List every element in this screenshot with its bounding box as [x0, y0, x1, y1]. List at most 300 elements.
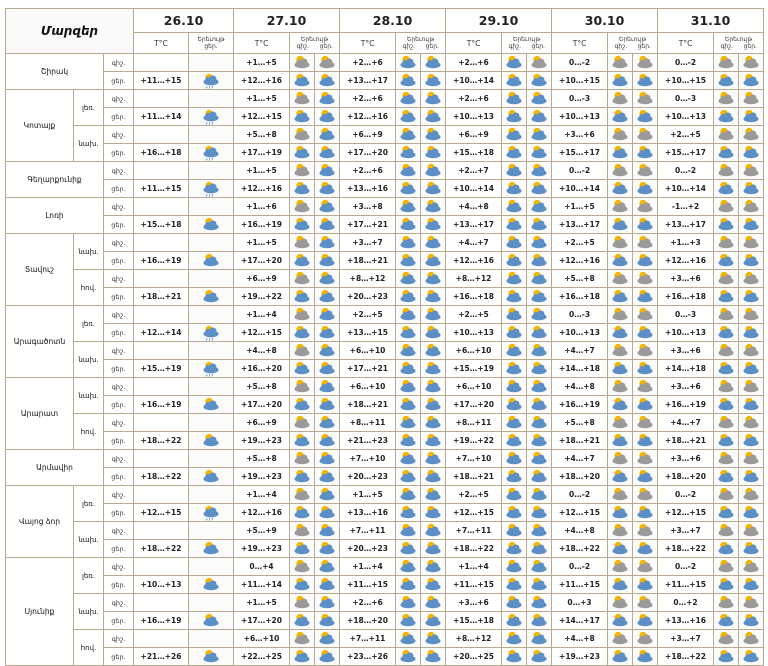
- partly-cloudy-icon: [396, 522, 421, 540]
- temperature-cell: +11…+15: [340, 576, 396, 594]
- partly-cloudy-icon: [633, 288, 658, 306]
- partly-cloudy-gray-icon: [608, 162, 633, 180]
- partly-cloudy-gray-icon: [608, 522, 633, 540]
- partly-cloudy-icon: [315, 90, 340, 108]
- empty-cell: [189, 198, 234, 216]
- partly-cloudy-icon: [527, 144, 552, 162]
- partly-cloudy-icon: [527, 360, 552, 378]
- partly-cloudy-icon: [189, 648, 234, 666]
- table-row: [6, 180, 764, 198]
- partly-cloudy-icon: [502, 558, 527, 576]
- partly-cloudy-icon: [421, 648, 446, 666]
- temperature-cell: +18…+20: [658, 468, 714, 486]
- partly-cloudy-icon: [739, 648, 764, 666]
- partly-cloudy-icon: [396, 630, 421, 648]
- partly-cloudy-gray-icon: [739, 558, 764, 576]
- partly-cloudy-icon: [633, 252, 658, 270]
- partly-cloudy-icon: [315, 576, 340, 594]
- date-header: 29.10: [446, 9, 552, 33]
- temperature-cell: +10…+14: [552, 180, 608, 198]
- partly-cloudy-gray-icon: [608, 450, 633, 468]
- partly-cloudy-gray-icon: [633, 198, 658, 216]
- date-header: 26.10: [134, 9, 234, 33]
- partly-cloudy-icon: [739, 576, 764, 594]
- temperature-cell: +10…+13: [134, 576, 189, 594]
- partly-cloudy-icon: [315, 252, 340, 270]
- partly-cloudy-icon: [421, 126, 446, 144]
- temperature-cell: +8…+11: [340, 414, 396, 432]
- partly-cloudy-icon: [290, 648, 315, 666]
- zone-name: նախ.: [74, 342, 104, 378]
- partly-cloudy-icon: [527, 504, 552, 522]
- time-of-day: ցեր.: [104, 180, 134, 198]
- temperature-cell: +4…+7: [552, 342, 608, 360]
- temp-header: T°C: [340, 33, 396, 54]
- partly-cloudy-icon: [739, 288, 764, 306]
- partly-cloudy-icon: [189, 576, 234, 594]
- temperature-cell: +1…+4: [340, 558, 396, 576]
- partly-cloudy-gray-icon: [608, 414, 633, 432]
- partly-cloudy-icon: [739, 324, 764, 342]
- partly-cloudy-icon: [502, 144, 527, 162]
- table-row: [6, 630, 764, 648]
- partly-cloudy-gray-icon: [739, 630, 764, 648]
- partly-cloudy-gray-icon: [739, 486, 764, 504]
- partly-cloudy-gray-icon: [290, 486, 315, 504]
- partly-cloudy-icon: [714, 396, 739, 414]
- partly-cloudy-icon: [290, 288, 315, 306]
- zone-name: նախ.: [74, 234, 104, 270]
- partly-cloudy-gray-icon: [315, 54, 340, 72]
- temperature-cell: +3…+7: [658, 522, 714, 540]
- partly-cloudy-icon: [396, 414, 421, 432]
- temperature-cell: +2…+5: [446, 306, 502, 324]
- temperature-cell: +18…+22: [658, 540, 714, 558]
- temp-header: T°C: [658, 33, 714, 54]
- partly-cloudy-gray-icon: [633, 558, 658, 576]
- partly-cloudy-icon: [714, 504, 739, 522]
- temperature-cell: 0…+3: [552, 594, 608, 612]
- partly-cloudy-icon: [714, 216, 739, 234]
- partly-cloudy-gray-icon: [608, 126, 633, 144]
- table-row: [6, 612, 764, 630]
- partly-cloudy-icon: [396, 216, 421, 234]
- temperature-cell: +12…+16: [234, 180, 290, 198]
- temperature-cell: +12…+14: [134, 324, 189, 342]
- temperature-cell: +6…+9: [446, 126, 502, 144]
- partly-cloudy-icon: [502, 648, 527, 666]
- sun-rain-icon: [189, 504, 234, 522]
- partly-cloudy-icon: [315, 468, 340, 486]
- partly-cloudy-icon: [290, 180, 315, 198]
- partly-cloudy-icon: [502, 612, 527, 630]
- partly-cloudy-icon: [502, 486, 527, 504]
- temperature-cell: +7…+11: [340, 522, 396, 540]
- temperature-cell: +10…+13: [446, 108, 502, 126]
- partly-cloudy-icon: [633, 396, 658, 414]
- partly-cloudy-gray-icon: [633, 378, 658, 396]
- partly-cloudy-icon: [502, 594, 527, 612]
- zone-name: նախ.: [74, 126, 104, 162]
- temperature-cell: +10…+14: [658, 180, 714, 198]
- partly-cloudy-icon: [608, 612, 633, 630]
- partly-cloudy-icon: [421, 270, 446, 288]
- partly-cloudy-gray-icon: [714, 90, 739, 108]
- partly-cloudy-icon: [527, 576, 552, 594]
- temperature-cell: 0…-2: [658, 54, 714, 72]
- temperature-cell: +18…+22: [446, 540, 502, 558]
- partly-cloudy-icon: [502, 108, 527, 126]
- partly-cloudy-icon: [421, 378, 446, 396]
- partly-cloudy-icon: [714, 108, 739, 126]
- temperature-cell: 0…-2: [552, 486, 608, 504]
- time-of-day: գիշ.: [104, 198, 134, 216]
- partly-cloudy-icon: [608, 504, 633, 522]
- partly-cloudy-gray-icon: [714, 270, 739, 288]
- temperature-cell: +15…+18: [446, 144, 502, 162]
- table-row: [6, 270, 764, 288]
- temperature-cell: +10…+13: [658, 324, 714, 342]
- temperature-cell: +18…+22: [134, 468, 189, 486]
- partly-cloudy-icon: [315, 486, 340, 504]
- temperature-cell: +19…+23: [234, 540, 290, 558]
- time-of-day: ցեր.: [104, 360, 134, 378]
- temperature-cell: +6…+10: [446, 342, 502, 360]
- partly-cloudy-gray-icon: [633, 162, 658, 180]
- partly-cloudy-icon: [396, 486, 421, 504]
- partly-cloudy-gray-icon: [608, 378, 633, 396]
- temperature-cell: [134, 630, 189, 648]
- temperature-cell: +3…+6: [658, 378, 714, 396]
- date-header: 28.10: [340, 9, 446, 33]
- partly-cloudy-gray-icon: [290, 450, 315, 468]
- temperature-cell: +20…+23: [340, 468, 396, 486]
- partly-cloudy-gray-icon: [608, 630, 633, 648]
- partly-cloudy-icon: [714, 252, 739, 270]
- partly-cloudy-icon: [633, 468, 658, 486]
- partly-cloudy-icon: [502, 468, 527, 486]
- partly-cloudy-icon: [527, 234, 552, 252]
- temperature-cell: +11…+15: [446, 576, 502, 594]
- partly-cloudy-gray-icon: [608, 270, 633, 288]
- table-row: [6, 324, 764, 342]
- temperature-cell: +15…+19: [134, 360, 189, 378]
- partly-cloudy-icon: [608, 252, 633, 270]
- empty-cell: [189, 54, 234, 72]
- partly-cloudy-icon: [527, 162, 552, 180]
- time-of-day: ցեր.: [104, 576, 134, 594]
- zone-name: լեռ.: [74, 486, 104, 522]
- partly-cloudy-icon: [421, 360, 446, 378]
- table-row: [6, 90, 764, 108]
- empty-cell: [189, 594, 234, 612]
- temperature-cell: +19…+23: [234, 468, 290, 486]
- partly-cloudy-icon: [396, 648, 421, 666]
- partly-cloudy-icon: [421, 216, 446, 234]
- partly-cloudy-icon: [396, 450, 421, 468]
- temperature-cell: +17…+21: [340, 216, 396, 234]
- empty-cell: [189, 126, 234, 144]
- temperature-cell: +1…+5: [552, 198, 608, 216]
- time-of-day: ցեր.: [104, 252, 134, 270]
- partly-cloudy-gray-icon: [527, 54, 552, 72]
- temperature-cell: +12…+15: [234, 108, 290, 126]
- temperature-cell: +1…+5: [234, 54, 290, 72]
- temperature-cell: [134, 306, 189, 324]
- temperature-cell: +2…+5: [658, 126, 714, 144]
- partly-cloudy-icon: [739, 144, 764, 162]
- partly-cloudy-icon: [633, 180, 658, 198]
- partly-cloudy-icon: [739, 252, 764, 270]
- temperature-cell: 0…-2: [552, 162, 608, 180]
- partly-cloudy-icon: [502, 162, 527, 180]
- partly-cloudy-icon: [608, 576, 633, 594]
- partly-cloudy-gray-icon: [608, 306, 633, 324]
- partly-cloudy-gray-icon: [290, 234, 315, 252]
- partly-cloudy-icon: [396, 288, 421, 306]
- temperature-cell: +4…+7: [552, 450, 608, 468]
- temperature-cell: +15…+18: [134, 216, 189, 234]
- partly-cloudy-icon: [502, 306, 527, 324]
- partly-cloudy-gray-icon: [633, 486, 658, 504]
- empty-cell: [189, 162, 234, 180]
- table-row: [6, 432, 764, 450]
- region-name: Գեղարքունիք: [6, 162, 104, 198]
- partly-cloudy-icon: [396, 360, 421, 378]
- partly-cloudy-gray-icon: [608, 486, 633, 504]
- partly-cloudy-icon: [396, 72, 421, 90]
- temperature-cell: +10…+13: [658, 108, 714, 126]
- temperature-cell: +3…+6: [658, 450, 714, 468]
- partly-cloudy-icon: [421, 306, 446, 324]
- temperature-cell: +13…+17: [340, 72, 396, 90]
- time-of-day: գիշ.: [104, 54, 134, 72]
- temperature-cell: +7…+11: [446, 522, 502, 540]
- partly-cloudy-icon: [527, 432, 552, 450]
- temperature-cell: +5…+8: [552, 270, 608, 288]
- partly-cloudy-gray-icon: [714, 558, 739, 576]
- temperature-cell: +15…+17: [552, 144, 608, 162]
- partly-cloudy-icon: [633, 324, 658, 342]
- empty-cell: [189, 414, 234, 432]
- temperature-cell: +2…+6: [446, 54, 502, 72]
- temperature-cell: +10…+15: [552, 72, 608, 90]
- partly-cloudy-icon: [421, 162, 446, 180]
- temperature-cell: [134, 90, 189, 108]
- partly-cloudy-gray-icon: [608, 90, 633, 108]
- partly-cloudy-gray-icon: [714, 378, 739, 396]
- temperature-cell: +3…+8: [340, 198, 396, 216]
- partly-cloudy-icon: [189, 432, 234, 450]
- partly-cloudy-gray-icon: [714, 162, 739, 180]
- temperature-cell: [134, 414, 189, 432]
- partly-cloudy-icon: [502, 378, 527, 396]
- temperature-cell: [134, 234, 189, 252]
- partly-cloudy-icon: [527, 306, 552, 324]
- time-of-day: ցեր.: [104, 396, 134, 414]
- partly-cloudy-icon: [502, 342, 527, 360]
- partly-cloudy-icon: [527, 486, 552, 504]
- partly-cloudy-icon: [527, 594, 552, 612]
- partly-cloudy-icon: [189, 468, 234, 486]
- partly-cloudy-icon: [608, 468, 633, 486]
- temperature-cell: +16…+19: [134, 612, 189, 630]
- table-row: [6, 306, 764, 324]
- partly-cloudy-icon: [290, 468, 315, 486]
- time-of-day: գիշ.: [104, 558, 134, 576]
- partly-cloudy-gray-icon: [633, 90, 658, 108]
- empty-cell: [189, 378, 234, 396]
- temperature-cell: +17…+19: [234, 144, 290, 162]
- temperature-cell: +6…+10: [340, 342, 396, 360]
- partly-cloudy-icon: [714, 360, 739, 378]
- temperature-cell: +16…+19: [552, 396, 608, 414]
- temperature-cell: +4…+7: [446, 234, 502, 252]
- partly-cloudy-gray-icon: [290, 630, 315, 648]
- table-row: [6, 126, 764, 144]
- temperature-cell: +18…+20: [552, 468, 608, 486]
- partly-cloudy-icon: [315, 594, 340, 612]
- temperature-cell: [134, 558, 189, 576]
- time-of-day: գիշ.: [104, 378, 134, 396]
- time-of-day: ցեր.: [104, 432, 134, 450]
- partly-cloudy-gray-icon: [739, 198, 764, 216]
- partly-cloudy-gray-icon: [290, 378, 315, 396]
- time-of-day: գիշ.: [104, 450, 134, 468]
- partly-cloudy-icon: [396, 540, 421, 558]
- temperature-cell: +16…+19: [134, 252, 189, 270]
- time-of-day: ցեր.: [104, 540, 134, 558]
- temperature-cell: +16…+18: [552, 288, 608, 306]
- partly-cloudy-icon: [714, 324, 739, 342]
- partly-cloudy-icon: [315, 216, 340, 234]
- partly-cloudy-gray-icon: [633, 522, 658, 540]
- partly-cloudy-icon: [189, 540, 234, 558]
- temperature-cell: +8…+11: [446, 414, 502, 432]
- partly-cloudy-icon: [421, 72, 446, 90]
- forecast-table: [5, 8, 764, 666]
- partly-cloudy-icon: [421, 198, 446, 216]
- temperature-cell: +2…+7: [446, 162, 502, 180]
- temperature-cell: +3…+7: [340, 234, 396, 252]
- temperature-cell: +16…+19: [134, 396, 189, 414]
- partly-cloudy-icon: [290, 576, 315, 594]
- partly-cloudy-gray-icon: [633, 270, 658, 288]
- phenomena-header: Երեւույթ գիշ. ցեր.: [396, 33, 446, 54]
- temperature-cell: +17…+21: [340, 360, 396, 378]
- partly-cloudy-icon: [739, 540, 764, 558]
- partly-cloudy-icon: [290, 144, 315, 162]
- temperature-cell: +4…+8: [552, 522, 608, 540]
- temperature-cell: +2…+6: [340, 54, 396, 72]
- temperature-cell: +1…+5: [234, 162, 290, 180]
- table-row: [6, 576, 764, 594]
- partly-cloudy-gray-icon: [290, 306, 315, 324]
- partly-cloudy-icon: [527, 522, 552, 540]
- temperature-cell: +10…+14: [446, 72, 502, 90]
- partly-cloudy-icon: [396, 270, 421, 288]
- table-row: [6, 450, 764, 468]
- zone-name: հով.: [74, 270, 104, 306]
- temperature-cell: +6…+9: [234, 414, 290, 432]
- partly-cloudy-icon: [315, 432, 340, 450]
- partly-cloudy-icon: [739, 180, 764, 198]
- table-row: [6, 234, 764, 252]
- partly-cloudy-gray-icon: [290, 162, 315, 180]
- partly-cloudy-gray-icon: [633, 630, 658, 648]
- table-row: [6, 540, 764, 558]
- temperature-cell: +13…+16: [340, 180, 396, 198]
- temperature-cell: +12…+15: [446, 504, 502, 522]
- time-of-day: գիշ.: [104, 306, 134, 324]
- partly-cloudy-gray-icon: [714, 198, 739, 216]
- partly-cloudy-icon: [527, 72, 552, 90]
- table-row: [6, 504, 764, 522]
- partly-cloudy-icon: [527, 378, 552, 396]
- partly-cloudy-gray-icon: [739, 162, 764, 180]
- region-name: Արարատ: [6, 378, 74, 450]
- partly-cloudy-icon: [421, 576, 446, 594]
- table-row: [6, 414, 764, 432]
- temperature-cell: +18…+21: [446, 468, 502, 486]
- temperature-cell: +19…+22: [446, 432, 502, 450]
- partly-cloudy-icon: [315, 288, 340, 306]
- partly-cloudy-icon: [315, 270, 340, 288]
- partly-cloudy-icon: [608, 540, 633, 558]
- temperature-cell: +13…+15: [340, 324, 396, 342]
- partly-cloudy-icon: [421, 324, 446, 342]
- partly-cloudy-icon: [421, 504, 446, 522]
- temperature-cell: +12…+16: [658, 252, 714, 270]
- temperature-cell: +5…+8: [234, 378, 290, 396]
- partly-cloudy-icon: [189, 612, 234, 630]
- partly-cloudy-icon: [421, 540, 446, 558]
- partly-cloudy-icon: [396, 54, 421, 72]
- region-name: Կոտայք: [6, 90, 74, 162]
- temperature-cell: +18…+21: [552, 432, 608, 450]
- partly-cloudy-icon: [315, 360, 340, 378]
- temperature-cell: +12…+15: [552, 504, 608, 522]
- temperature-cell: +18…+21: [134, 288, 189, 306]
- partly-cloudy-gray-icon: [714, 594, 739, 612]
- partly-cloudy-icon: [739, 468, 764, 486]
- partly-cloudy-icon: [396, 468, 421, 486]
- temperature-cell: +13…+17: [552, 216, 608, 234]
- region-name: Արմավիր: [6, 450, 104, 486]
- temperature-cell: +3…+6: [658, 270, 714, 288]
- temperature-cell: +15…+19: [446, 360, 502, 378]
- partly-cloudy-icon: [527, 324, 552, 342]
- partly-cloudy-icon: [396, 324, 421, 342]
- temperature-cell: +18…+21: [340, 252, 396, 270]
- temperature-cell: [134, 342, 189, 360]
- region-name: Շիրակ: [6, 54, 104, 90]
- partly-cloudy-gray-icon: [739, 342, 764, 360]
- partly-cloudy-icon: [290, 504, 315, 522]
- temperature-cell: +18…+20: [340, 612, 396, 630]
- partly-cloudy-gray-icon: [633, 342, 658, 360]
- table-row: [6, 522, 764, 540]
- partly-cloudy-icon: [633, 72, 658, 90]
- partly-cloudy-icon: [714, 72, 739, 90]
- partly-cloudy-icon: [527, 216, 552, 234]
- temperature-cell: +4…+8: [552, 630, 608, 648]
- partly-cloudy-icon: [396, 576, 421, 594]
- partly-cloudy-icon: [502, 252, 527, 270]
- region-name: Տավուշ: [6, 234, 74, 306]
- partly-cloudy-icon: [315, 126, 340, 144]
- date-header: 27.10: [234, 9, 340, 33]
